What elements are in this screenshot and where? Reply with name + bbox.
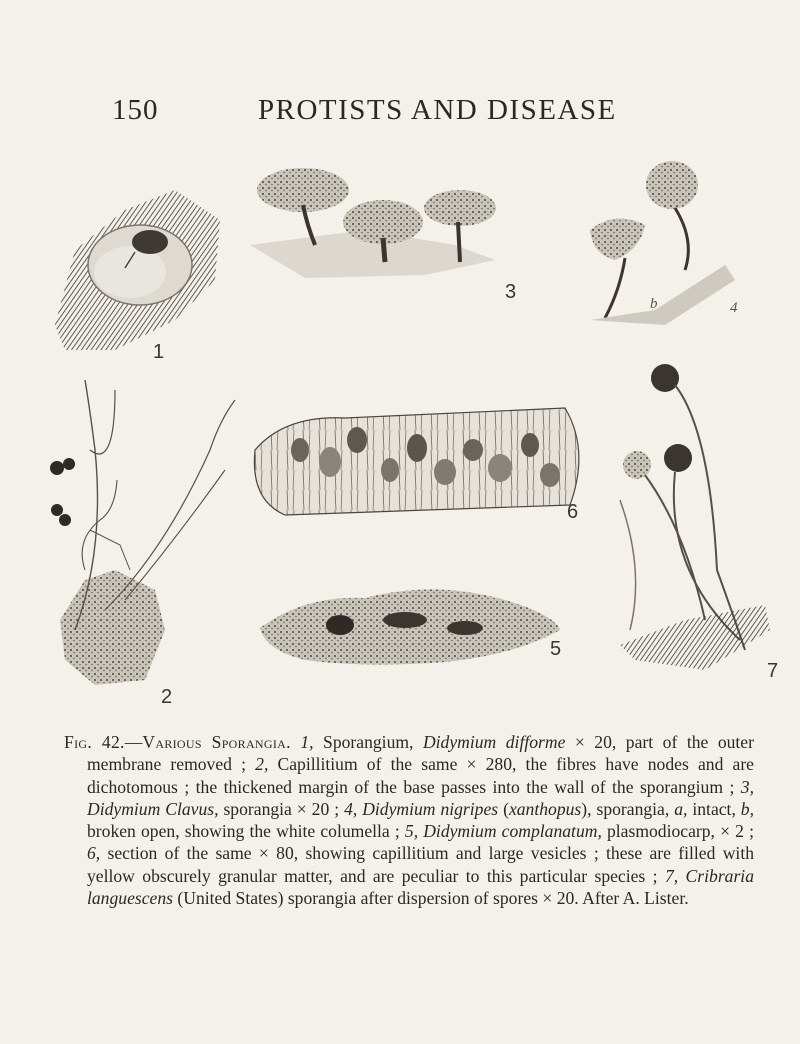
fig5-plasmodiocarp (260, 589, 561, 664)
caption-text: (United States) sporangia after dispersion of spores × 20. After A. Lister. (173, 888, 689, 909)
caption-heading: Various Sporangia. (142, 732, 291, 752)
caption-species: Didymium difforme (422, 732, 566, 752)
page-header (0, 94, 800, 134)
fig4-label: 4 (730, 300, 738, 316)
fig4-sporangia (590, 161, 738, 325)
figure-plate (45, 150, 795, 720)
fig6-section (254, 408, 579, 523)
caption-item-2-number: 2, (255, 754, 269, 775)
fig1-sporangium (55, 190, 220, 363)
fig1-label: 1 (153, 341, 165, 363)
caption-species: Cribraria languescens (87, 865, 754, 909)
caption-item-4-number: 4, (344, 798, 358, 819)
caption-fig-number: Fig. 42. (64, 732, 125, 752)
fig7-label: 7 (767, 660, 779, 682)
running-head: PROTISTS AND DISEASE (258, 94, 617, 126)
caption-text: Sporangium, (313, 732, 423, 752)
figure-caption (64, 731, 754, 909)
fig3-label: 3 (505, 281, 517, 303)
caption-dash: — (124, 732, 143, 752)
caption-text: section of the same × 80, showing capillitium and large vesicles ; these are filled with yellow obscurely granular matter, and are peculiar to this particular species ; (87, 843, 754, 886)
fig2-label: 2 (161, 686, 173, 708)
fig5-label: 5 (550, 638, 562, 660)
caption-text: sporangia × 20 ; (218, 798, 345, 819)
caption-text: ( (498, 798, 509, 819)
caption-text: Capillitium of the same × 280, the fibres have nodes and are dichotomous ; the thickened margin of the base passes into the wall of the sporangium ; (87, 754, 754, 797)
caption-text: intact, (687, 798, 741, 819)
caption-species: Didymium complanatum, (418, 821, 602, 842)
fig2-capillitium (50, 380, 235, 708)
caption-item-3-number: 3, (740, 776, 754, 797)
fig3-sporangia (250, 168, 516, 303)
caption-text: plasmodiocarp, × 2 ; (601, 821, 754, 842)
caption-item-1-number: 1, (300, 732, 314, 752)
fig4-letter-b: b (650, 296, 658, 312)
caption-item-5-number: 5, (404, 821, 419, 842)
caption-text: ), sporangia, (581, 798, 675, 819)
caption-item-6-number: 6, (87, 843, 101, 864)
caption-species: xanthopus (508, 798, 582, 819)
page-number: 150 (112, 94, 159, 126)
caption-text: × 20, part of the outer membrane removed ; (87, 732, 754, 775)
caption-item-7-number: 7, (664, 865, 679, 886)
fig6-label: 6 (567, 501, 579, 523)
caption-letter: b, (740, 798, 754, 819)
caption-species: Didymium nigripes (357, 798, 499, 819)
caption-text: broken open, showing the white columella ; (87, 821, 405, 842)
caption-species: Didymium Clavus, (87, 798, 219, 819)
fig7-sporangia (620, 364, 778, 682)
caption-letter: a, (674, 798, 688, 819)
